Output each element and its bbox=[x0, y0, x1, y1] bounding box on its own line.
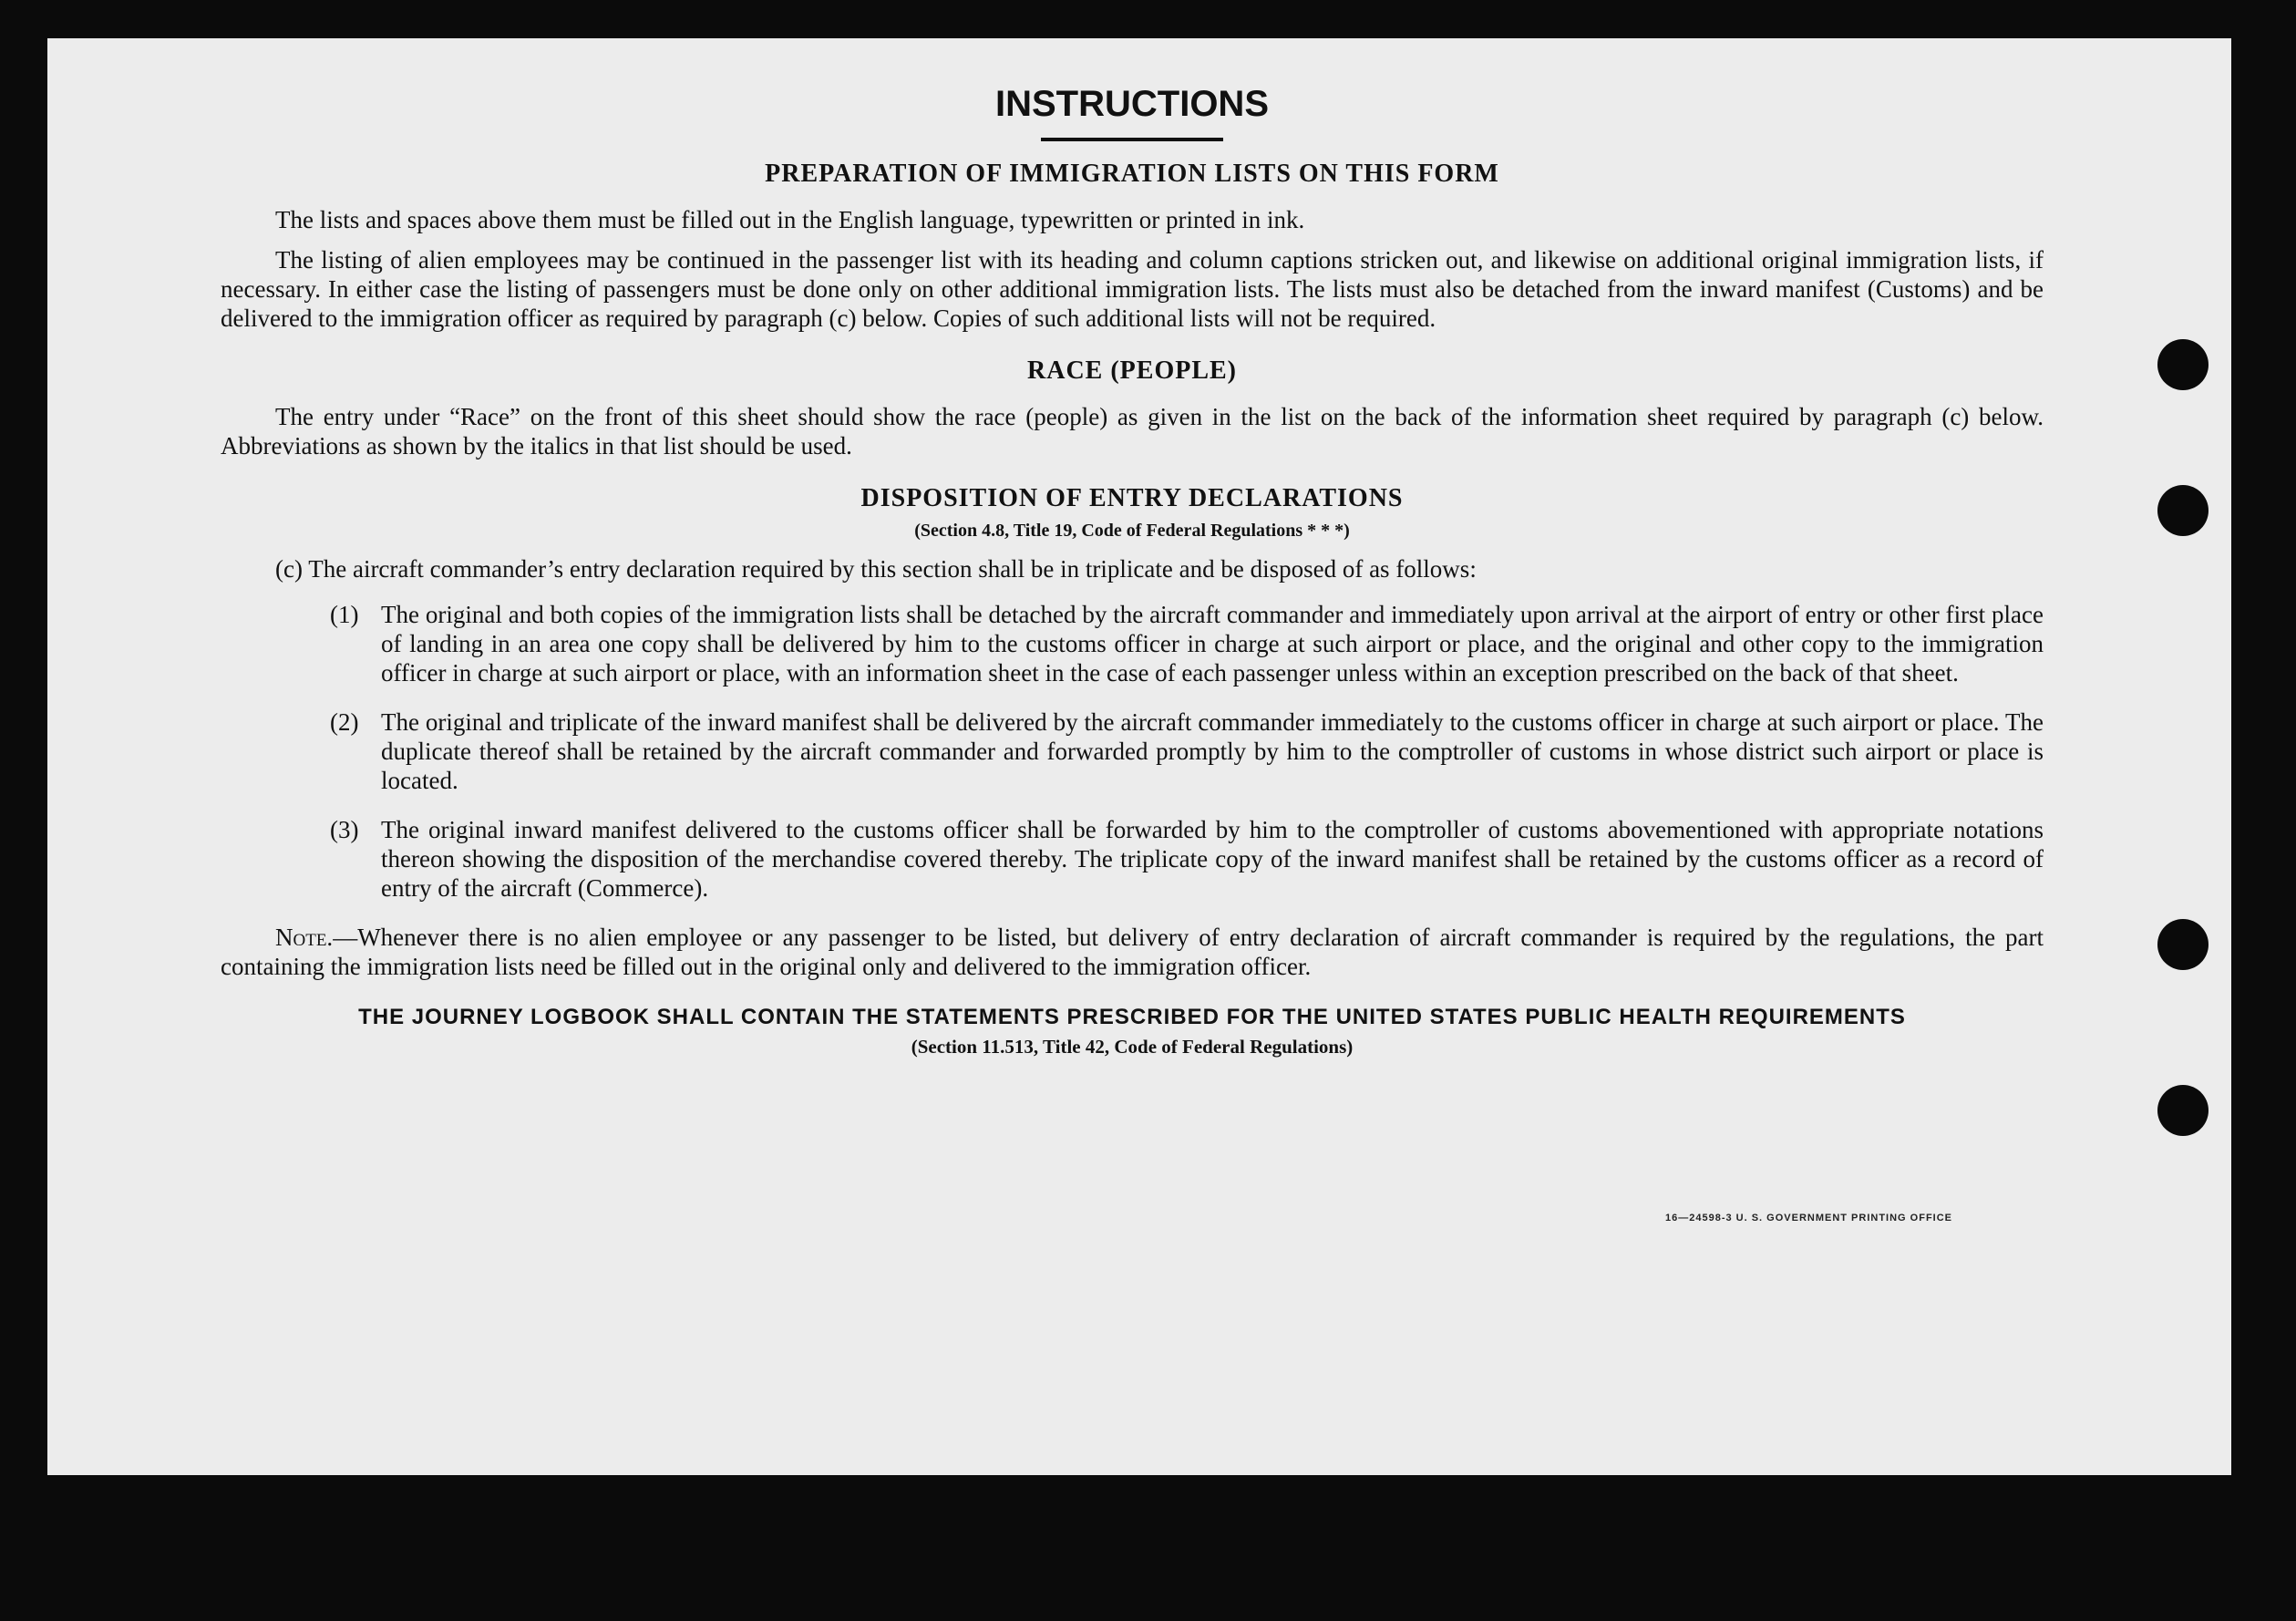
logbook-statement: THE JOURNEY LOGBOOK SHALL CONTAIN THE STATEMENTS PRESCRIBED FOR THE UNITED STATES PUBLIC HEALTH REQUIREMENTS bbox=[358, 1005, 1906, 1029]
note-text: —Whenever there is no alien employee or any passenger to be listed, but delivery of entry declaration of aircraft commander is required by the regulations, the part containing the immigration lists need be filled out in the original only and delivered to the immigration officer. bbox=[221, 924, 2044, 980]
page-title: INSTRUCTIONS bbox=[995, 84, 1269, 124]
printing-office-imprint: 16—24598-3 U. S. GOVERNMENT PRINTING OFFICE bbox=[1665, 1213, 1953, 1223]
disposition-item-3 bbox=[330, 815, 2044, 903]
disposition-heading: DISPOSITION OF ENTRY DECLARATIONS bbox=[860, 484, 1404, 512]
disposition-intro: (c) The aircraft commander’s entry declaration required by this section shall be in triplicate and be disposed of as follows: bbox=[275, 555, 1477, 583]
item-text: The original and both copies of the immigration lists shall be detached by the aircraft commander and immediately upon arrival at the airport of entry or other first place of landing in an area one copy shall be delivered by him to the customs officer in charge at such airport or place, and the original and other copy to the immigration officer in charge at such airport or place, with an information sheet in the case of each passenger unless within an exception prescribed on the back of that sheet. bbox=[381, 601, 2044, 687]
disposition-item-2 bbox=[330, 707, 2044, 795]
note-label: Note. bbox=[275, 924, 334, 951]
form-sheet bbox=[47, 38, 2231, 1475]
punch-hole bbox=[2157, 485, 2208, 536]
preparation-paragraph-2: The listing of alien employees may be continued in the passenger list with its heading and column captions stricken out, and likewise on additional original immigration lists, if necessary. In either case the listing of passengers must be done only on other additional immigration lists. The lists must also be detached from the inward manifest (Customs) and be delivered to the immigration officer as required by paragraph (c) below. Copies of such additional lists will not be required. bbox=[221, 246, 2044, 332]
item-text: The original inward manifest delivered to the customs officer shall be forwarded by him to the comptroller of customs abovementioned with appropriate notations thereon showing the disposition of the merchandise covered thereby. The triplicate copy of the inward manifest shall be retained by the customs officer as a record of entry of the aircraft (Commerce). bbox=[381, 816, 2044, 902]
instructions-content bbox=[221, 84, 2044, 1058]
race-heading: RACE (PEOPLE) bbox=[1027, 356, 1237, 385]
title-rule bbox=[1041, 138, 1223, 141]
disposition-citation: (Section 4.8, Title 19, Code of Federal Regulations * * *) bbox=[914, 521, 1350, 541]
punch-hole bbox=[2157, 1085, 2208, 1136]
item-number: (3) bbox=[330, 816, 359, 843]
item-number: (1) bbox=[330, 601, 359, 628]
punch-hole bbox=[2157, 339, 2208, 390]
preparation-heading: PREPARATION OF IMMIGRATION LISTS ON THIS FORM bbox=[765, 160, 1499, 188]
punch-hole bbox=[2157, 919, 2208, 970]
note-paragraph bbox=[221, 923, 2044, 981]
item-text: The original and triplicate of the inward manifest shall be delivered by the aircraft commander immediately to the customs officer in charge at such airport or place. The duplicate thereof shall be retained by the aircraft commander and forwarded promptly by him to the comptroller of customs in whose district such airport or place is located. bbox=[381, 708, 2044, 794]
item-number: (2) bbox=[330, 708, 359, 736]
logbook-citation: (Section 11.513, Title 42, Code of Federal Regulations) bbox=[911, 1036, 1354, 1058]
disposition-item-1 bbox=[330, 600, 2044, 687]
race-paragraph: The entry under “Race” on the front of this sheet should show the race (people) as given in the list on the back of the information sheet required by paragraph (c) below. Abbreviations as shown by the italics in that list should be used. bbox=[221, 403, 2044, 459]
preparation-paragraph-1: The lists and spaces above them must be filled out in the English language, typewritten or printed in ink. bbox=[275, 206, 1305, 233]
